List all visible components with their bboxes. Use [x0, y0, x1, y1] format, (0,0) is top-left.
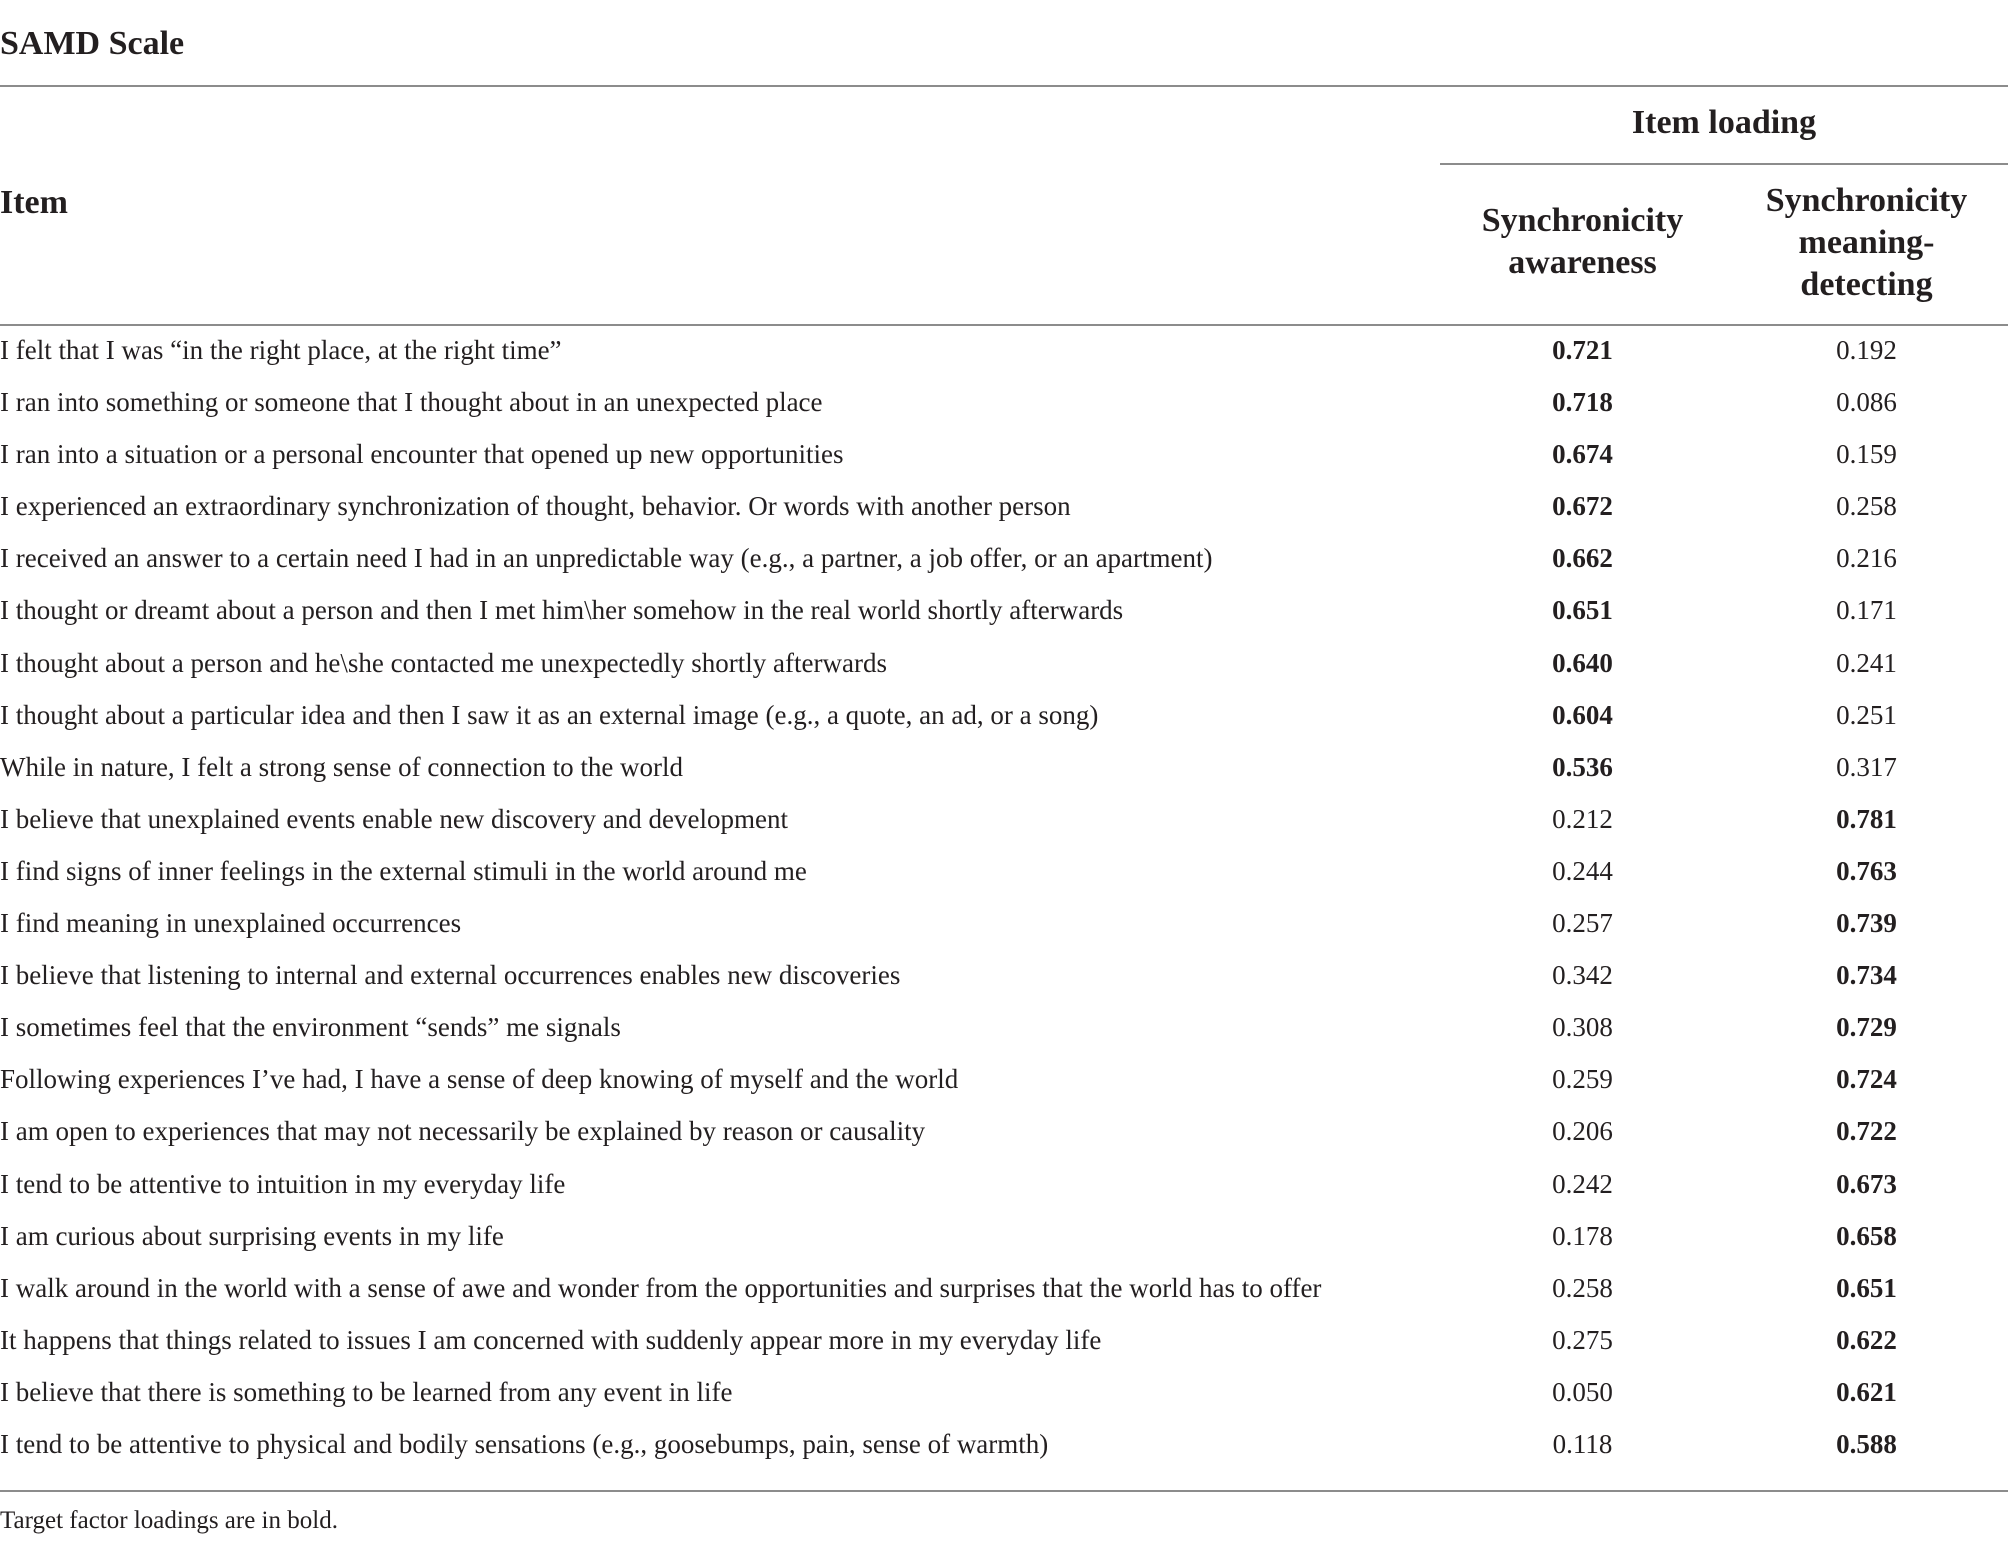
awareness-loading: 0.242	[1552, 1168, 1613, 1199]
awareness-loading: 0.536	[1552, 751, 1613, 782]
meaning-detecting-loading: 0.651	[1836, 1272, 1897, 1303]
meaning-detecting-loading: 0.241	[1836, 647, 1897, 678]
column-header-item: Item	[0, 184, 68, 221]
awareness-loading: 0.674	[1552, 439, 1613, 470]
awareness-loading: 0.050	[1552, 1376, 1613, 1407]
meaning-detecting-loading: 0.192	[1836, 335, 1897, 365]
item-text: I find meaning in unexplained occurrences	[0, 908, 462, 939]
table-row	[0, 645, 2008, 697]
header-line: Synchronicity	[1765, 182, 1968, 219]
item-text: Following experiences I’ve had, I have a sense of deep knowing of myself and the world	[0, 1064, 959, 1095]
item-text: I sometimes feel that the environment “sends” me signals	[0, 1012, 621, 1043]
meaning-detecting-loading: 0.258	[1836, 491, 1897, 522]
header-line: awareness	[1508, 244, 1657, 281]
awareness-loading: 0.640	[1552, 647, 1613, 678]
item-text: I am curious about surprising events in my life	[0, 1220, 504, 1251]
meaning-detecting-loading: 0.673	[1836, 1168, 1897, 1199]
item-text: I thought about a person and he\she contacted me unexpectedly shortly afterwards	[0, 647, 887, 678]
table-row	[0, 749, 2008, 801]
table-row	[0, 1374, 2008, 1426]
table-row	[0, 801, 2008, 853]
table-row	[0, 697, 2008, 749]
table-row	[0, 1322, 2008, 1374]
awareness-loading: 0.212	[1552, 803, 1613, 834]
table-body	[0, 332, 2008, 1478]
awareness-loading: 0.275	[1552, 1324, 1613, 1355]
item-text: I ran into a situation or a personal encounter that opened up new opportunities	[0, 439, 844, 470]
table-title: SAMD Scale	[0, 25, 185, 62]
table-row	[0, 332, 2008, 384]
table-row	[0, 1113, 2008, 1165]
column-group-header: Item loading	[1631, 104, 1817, 141]
header-line: meaning-	[1798, 224, 1935, 261]
meaning-detecting-loading: 0.781	[1836, 803, 1897, 834]
table-row	[0, 488, 2008, 540]
awareness-loading: 0.257	[1552, 908, 1613, 939]
table-bottom-rule	[0, 1490, 2008, 1492]
table-row	[0, 384, 2008, 436]
table-footnote: Target factor loadings are in bold.	[0, 1507, 338, 1534]
table-row	[0, 1270, 2008, 1322]
item-text: I believe that listening to internal and external occurrences enables new discoveries	[0, 960, 901, 991]
item-text: I find signs of inner feelings in the external stimuli in the world around me	[0, 855, 807, 886]
awareness-loading: 0.258	[1552, 1272, 1613, 1303]
item-text: I experienced an extraordinary synchronization of thought, behavior. Or words with another person	[0, 491, 1071, 522]
group-header-rule	[1440, 163, 2008, 165]
awareness-loading: 0.662	[1552, 543, 1613, 574]
awareness-loading: 0.651	[1552, 595, 1613, 626]
meaning-detecting-loading: 0.317	[1836, 751, 1897, 782]
meaning-detecting-loading: 0.763	[1836, 855, 1897, 886]
meaning-detecting-loading: 0.251	[1836, 699, 1897, 730]
meaning-detecting-loading: 0.739	[1836, 908, 1897, 939]
item-text: I thought about a particular idea and then I saw it as an external image (e.g., a quote, an ad, or a song)	[0, 699, 1099, 730]
awareness-loading: 0.259	[1552, 1064, 1613, 1095]
table-row	[0, 592, 2008, 644]
awareness-loading: 0.118	[1552, 1428, 1613, 1459]
table-row	[0, 1426, 2008, 1478]
meaning-detecting-loading: 0.622	[1836, 1324, 1897, 1355]
item-text: I received an answer to a certain need I had in an unpredictable way (e.g., a partner, a job offer, or an apartment)	[0, 543, 1213, 574]
item-text: I thought or dreamt about a person and then I met him\her somehow in the real world shortly afterwards	[0, 595, 1124, 626]
awareness-loading: 0.721	[1552, 335, 1613, 365]
awareness-loading: 0.244	[1552, 855, 1613, 886]
header-line: detecting	[1800, 266, 1933, 303]
awareness-loading: 0.178	[1552, 1220, 1613, 1251]
header-rule	[0, 324, 2008, 326]
item-text: I felt that I was “in the right place, at the right time”	[0, 335, 562, 365]
column-header-meaning-detecting	[1725, 180, 2008, 306]
awareness-loading: 0.672	[1552, 491, 1613, 522]
item-text: It happens that things related to issues I am concerned with suddenly appear more in my everyday life	[0, 1324, 1102, 1355]
meaning-detecting-loading: 0.734	[1836, 960, 1897, 991]
awareness-loading: 0.206	[1552, 1116, 1613, 1147]
meaning-detecting-loading: 0.729	[1836, 1012, 1897, 1043]
meaning-detecting-loading: 0.171	[1836, 595, 1897, 626]
meaning-detecting-loading: 0.722	[1836, 1116, 1897, 1147]
awareness-loading: 0.342	[1552, 960, 1613, 991]
item-text: I am open to experiences that may not necessarily be explained by reason or causality	[0, 1116, 926, 1147]
table-row	[0, 1218, 2008, 1270]
item-text: I ran into something or someone that I thought about in an unexpected place	[0, 387, 823, 418]
meaning-detecting-loading: 0.159	[1836, 439, 1897, 470]
meaning-detecting-loading: 0.724	[1836, 1064, 1897, 1095]
item-text: I tend to be attentive to physical and bodily sensations (e.g., goosebumps, pain, sense of warmth)	[0, 1428, 1049, 1459]
meaning-detecting-loading: 0.621	[1836, 1376, 1897, 1407]
table-row	[0, 540, 2008, 592]
item-text: I walk around in the world with a sense of awe and wonder from the opportunities and surprises that the world has to offer	[0, 1272, 1322, 1303]
awareness-loading: 0.308	[1552, 1012, 1613, 1043]
item-text: While in nature, I felt a strong sense of connection to the world	[0, 751, 684, 782]
table-row	[0, 853, 2008, 905]
table-row	[0, 1061, 2008, 1113]
meaning-detecting-loading: 0.658	[1836, 1220, 1897, 1251]
column-header-awareness	[1440, 200, 1725, 284]
awareness-loading: 0.604	[1552, 699, 1613, 730]
awareness-loading: 0.718	[1552, 387, 1613, 418]
meaning-detecting-loading: 0.216	[1836, 543, 1897, 574]
meaning-detecting-loading: 0.086	[1836, 387, 1897, 418]
item-text: I believe that there is something to be learned from any event in life	[0, 1376, 733, 1407]
item-text: I believe that unexplained events enable new discovery and development	[0, 803, 788, 834]
table-row	[0, 905, 2008, 957]
table-row	[0, 436, 2008, 488]
item-text: I tend to be attentive to intuition in my everyday life	[0, 1168, 566, 1199]
table-row	[0, 957, 2008, 1009]
table-row	[0, 1166, 2008, 1218]
meaning-detecting-loading: 0.588	[1836, 1428, 1897, 1459]
table-row	[0, 1009, 2008, 1061]
header-line: Synchronicity	[1481, 202, 1684, 239]
title-rule	[0, 85, 2008, 87]
